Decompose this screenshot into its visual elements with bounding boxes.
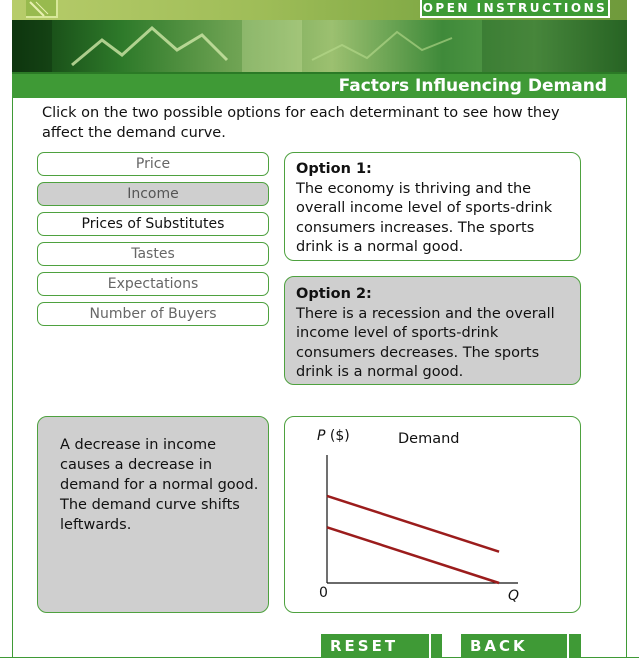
header-decoration-image [12,20,627,72]
frame-border-left [12,98,13,658]
option-2-box[interactable] [284,276,581,385]
back-button-label: BACK [470,637,528,655]
reset-button-notch [429,634,431,658]
frame-border-right [626,98,627,658]
reset-button-label: RESET [330,637,399,655]
demand-curve-original [327,496,499,552]
back-button[interactable] [461,634,581,658]
corner-arrow-icon [26,0,58,18]
chart-origin-label: 0 [319,585,328,601]
demand-chart [285,417,582,614]
determinant-income-button[interactable]: Income [37,182,269,206]
option-2-title: Option 2: [296,286,372,302]
option-1-title: Option 1: [296,161,372,177]
page-title: Factors Influencing Demand [338,76,607,96]
back-button-notch [567,634,569,658]
chart-xlabel: Q [508,588,520,604]
chart-ylabel [317,428,350,444]
determinant-number-of-buyers-button[interactable]: Number of Buyers [37,302,269,326]
option-1-box[interactable] [284,152,581,261]
demand-curve-shifted [327,527,499,583]
chart-title: Demand [398,431,460,447]
reset-button[interactable] [321,634,442,658]
open-instructions-button[interactable]: OPEN INSTRUCTIONS [420,0,610,18]
explanation-box: A decrease in income causes a decrease in demand for a normal good. The demand curve shifts leftwards. [37,416,269,613]
instructions-text: Click on the two possible options for each determinant to see how they affect the demand curve. [42,105,560,141]
chart-ylabel-unit: ($) [325,428,350,444]
header-banner [12,0,627,72]
determinant-price-button[interactable]: Price [37,152,269,176]
demand-chart-box [284,416,581,613]
option-2-text: There is a recession and the overall income level of sports-drink consumers decreases. The sports drink is a normal good. [296,305,555,380]
chart-ylabel-symbol: P [317,428,326,444]
determinant-tastes-button[interactable]: Tastes [37,242,269,266]
title-bar [12,72,627,98]
determinant-prices-of-substitutes-button[interactable]: Prices of Substitutes [37,212,269,236]
option-1-text: The economy is thriving and the overall income level of sports-drink consumers increases. The sports drink is a normal good. [296,180,553,255]
menu-corner-button[interactable] [26,0,58,18]
determinant-expectations-button[interactable]: Expectations [37,272,269,296]
